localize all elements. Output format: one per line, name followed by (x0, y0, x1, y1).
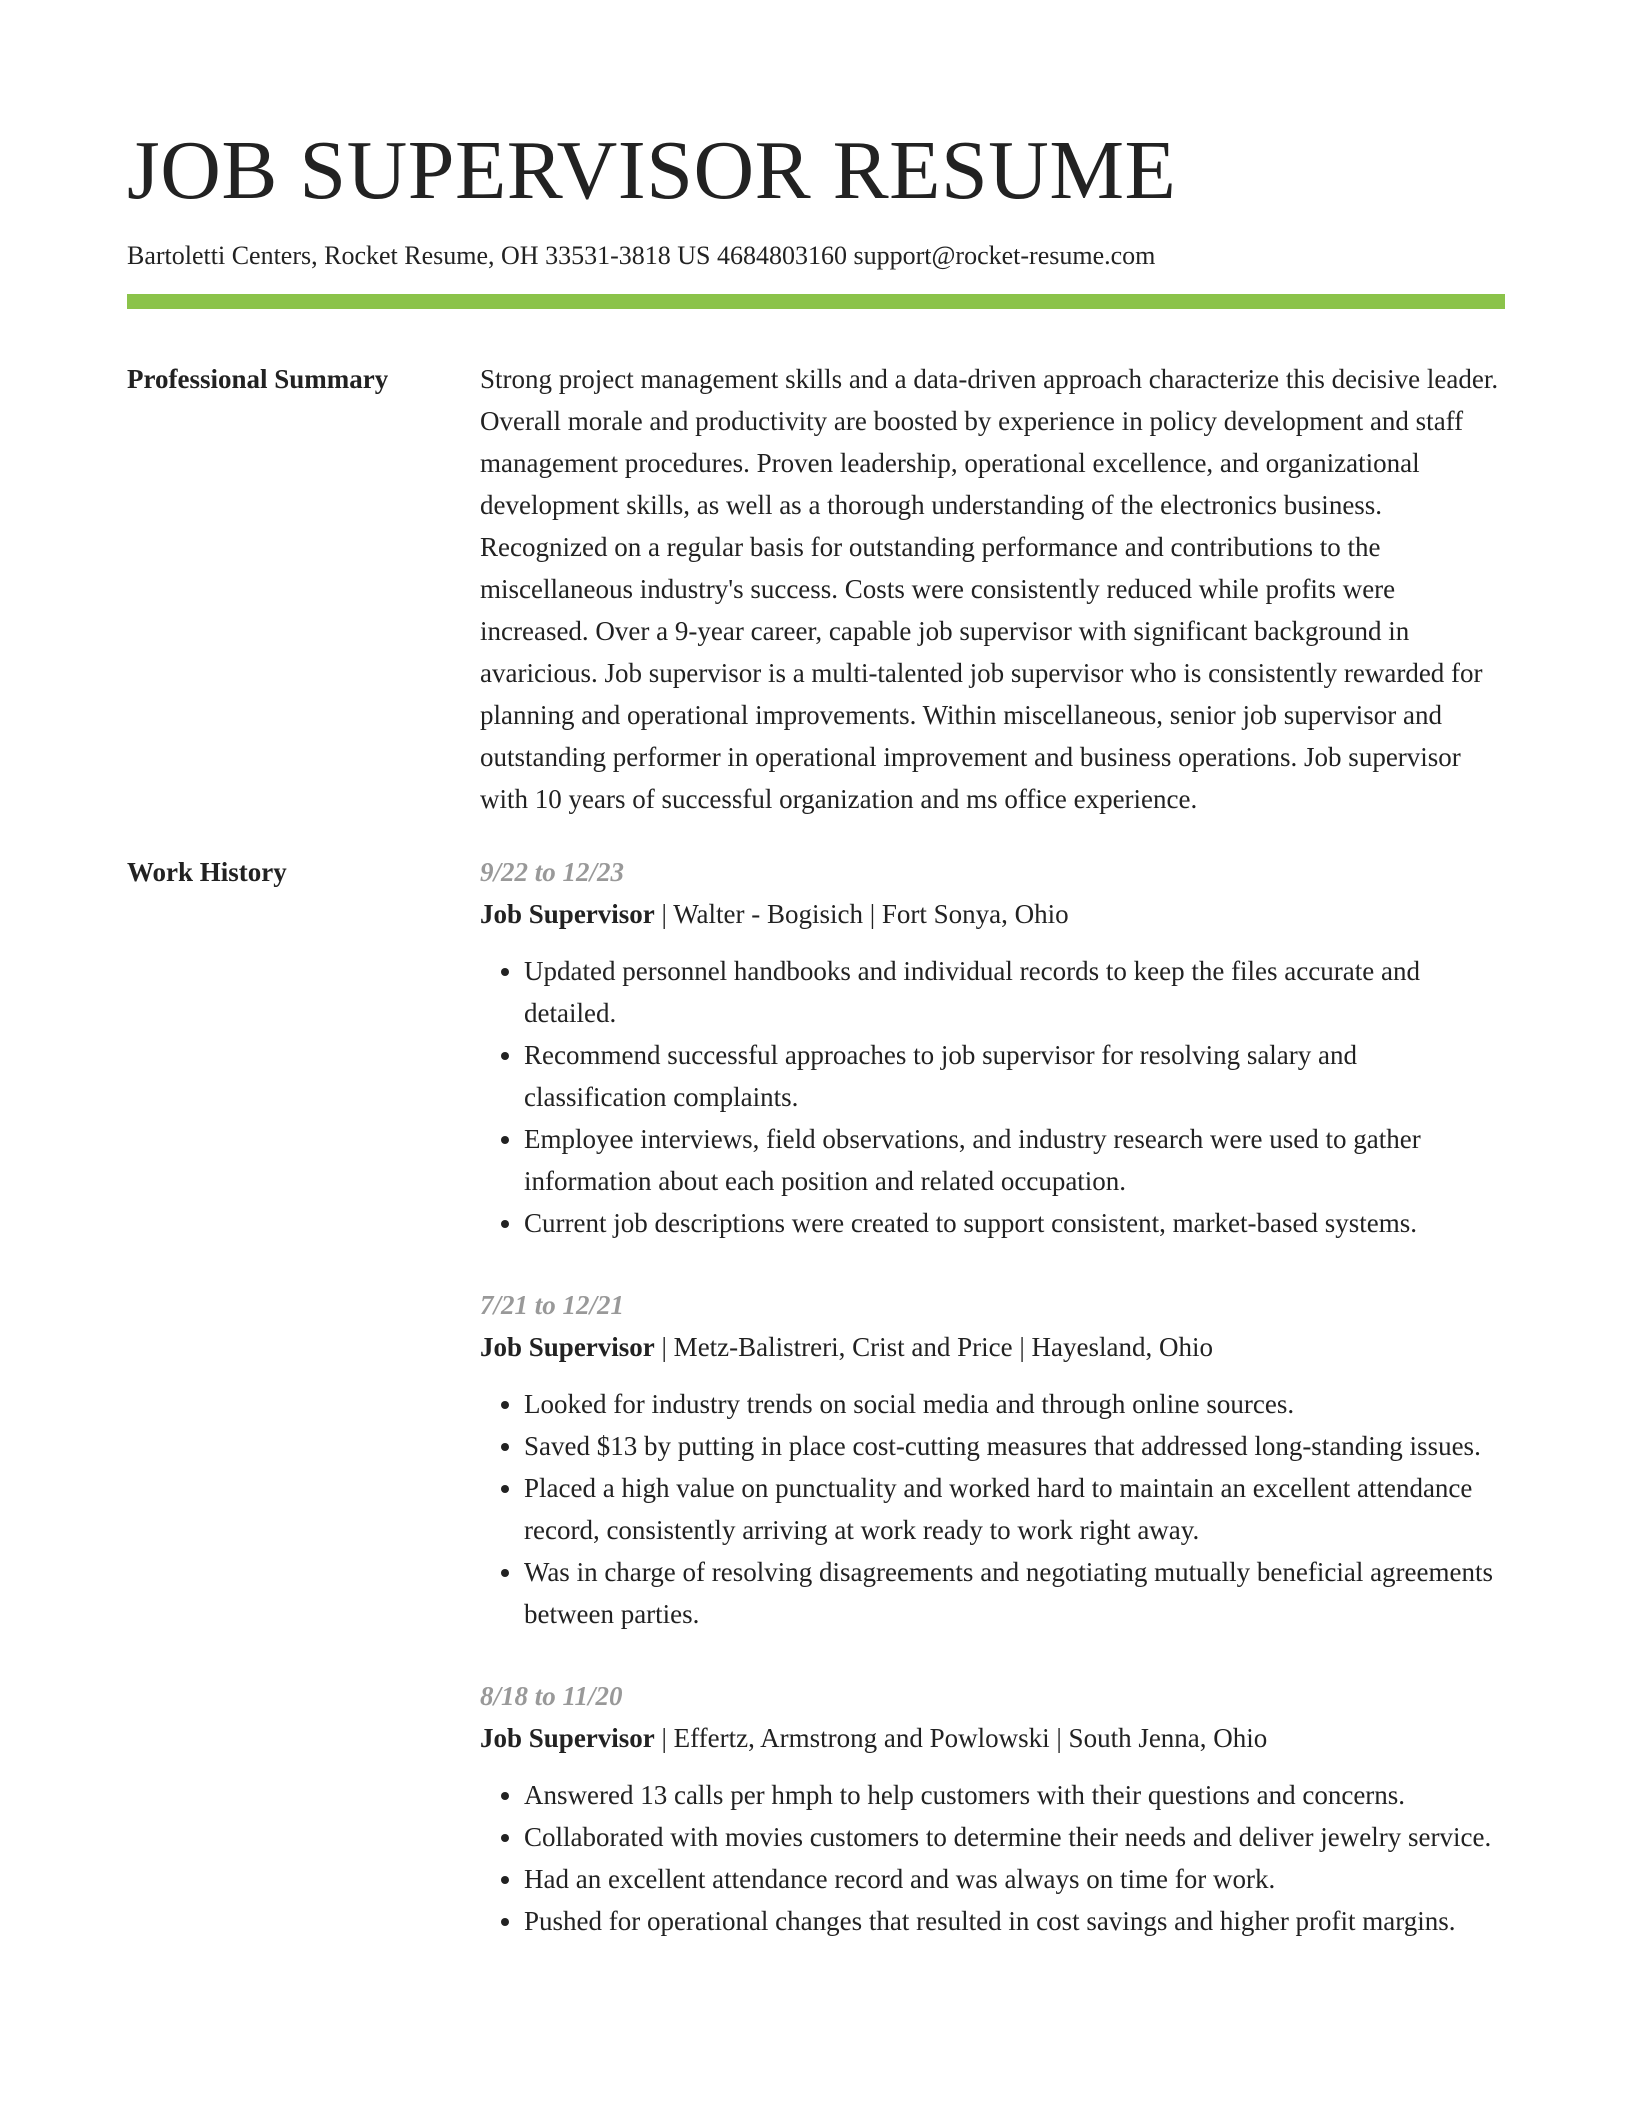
job-heading (480, 893, 1505, 935)
job-employer-location: | Metz-Balistreri, Crist and Price | Hayesland, Ohio (654, 1332, 1213, 1362)
job-bullet: • Answered 13 calls per hmph to help customers with their questions and concerns. (524, 1774, 1505, 1816)
job-title: Job Supervisor (480, 1723, 655, 1753)
job-bullet: • Placed a high value on punctuality and worked hard to maintain an excellent attendance record, consistently arriving at work ready to work right away. (524, 1467, 1505, 1551)
job-bullet-list (480, 950, 1505, 1244)
job-bullet-list (480, 1383, 1505, 1635)
resume-title: JOB SUPERVISOR RESUME (127, 124, 1177, 217)
job-bullet: • Recommend successful approaches to job supervisor for resolving salary and classification complaints. (524, 1034, 1505, 1118)
work-history-body (480, 851, 1505, 1942)
job-employer-location: | Walter - Bogisich | Fort Sonya, Ohio (654, 899, 1069, 929)
job-entry (480, 1675, 1505, 1942)
job-bullet: • Pushed for operational changes that resulted in cost savings and higher profit margins. (524, 1900, 1505, 1942)
job-bullet: • Updated personnel handbooks and individual records to keep the files accurate and detailed. (524, 950, 1505, 1034)
job-title: Job Supervisor (480, 899, 655, 929)
job-bullet: • Collaborated with movies customers to determine their needs and deliver jewelry service. (524, 1816, 1505, 1858)
job-bullet-list (480, 1774, 1505, 1942)
job-bullet: • Current job descriptions were created to support consistent, market-based systems. (524, 1202, 1505, 1244)
section-label-professional-summary: Professional Summary (127, 364, 389, 394)
contact-line: Bartoletti Centers, Rocket Resume, OH 33531-3818 US 4684803160 support@rocket-resume.com (127, 241, 1156, 270)
job-title: Job Supervisor (480, 1332, 655, 1362)
job-bullet: • Had an excellent attendance record and was always on time for work. (524, 1858, 1505, 1900)
job-dates: 9/22 to 12/23 (480, 857, 625, 887)
job-heading (480, 1326, 1505, 1368)
job-bullet: • Saved $13 by putting in place cost-cutting measures that addressed long-standing issues. (524, 1425, 1505, 1467)
header-divider (127, 294, 1505, 309)
job-entry (480, 1284, 1505, 1635)
job-entry (480, 851, 1505, 1244)
section-label-work-history: Work History (127, 857, 287, 887)
job-employer-location: | Effertz, Armstrong and Powlowski | South Jenna, Ohio (654, 1723, 1268, 1753)
job-heading (480, 1717, 1505, 1759)
job-bullet: • Employee interviews, field observations, and industry research were used to gather information about each position and related occupation. (524, 1118, 1505, 1202)
resume-page (127, 116, 1505, 1942)
job-bullet: • Looked for industry trends on social media and through online sources. (524, 1383, 1505, 1425)
job-dates: 8/18 to 11/20 (480, 1681, 623, 1711)
job-bullet: • Was in charge of resolving disagreements and negotiating mutually beneficial agreements between parties. (524, 1551, 1505, 1635)
summary-body (480, 358, 1505, 820)
professional-summary-section (127, 358, 1505, 820)
summary-text: Strong project management skills and a data-driven approach characterize this decisive leader. Overall morale and productivity are boosted by experience in policy development and staff management procedures. Proven leadership, operational excellence, and organizational development skills, as well as a thorough understanding of the electronics business. Recognized on a regular basis for outstanding performance and contributions to the miscellaneous industry's success. Costs were consistently reduced while profits were increased. Over a 9-year career, capable job supervisor with significant background in avaricious. Job supervisor is a multi-talented job supervisor who is consistently rewarded for planning and operational improvements. Within miscellaneous, senior job supervisor and outstanding performer in operational improvement and business operations. Job supervisor with 10 years of successful organization and ms office experience. (480, 364, 1499, 814)
job-dates: 7/21 to 12/21 (480, 1290, 625, 1320)
work-history-section (127, 851, 1505, 1942)
